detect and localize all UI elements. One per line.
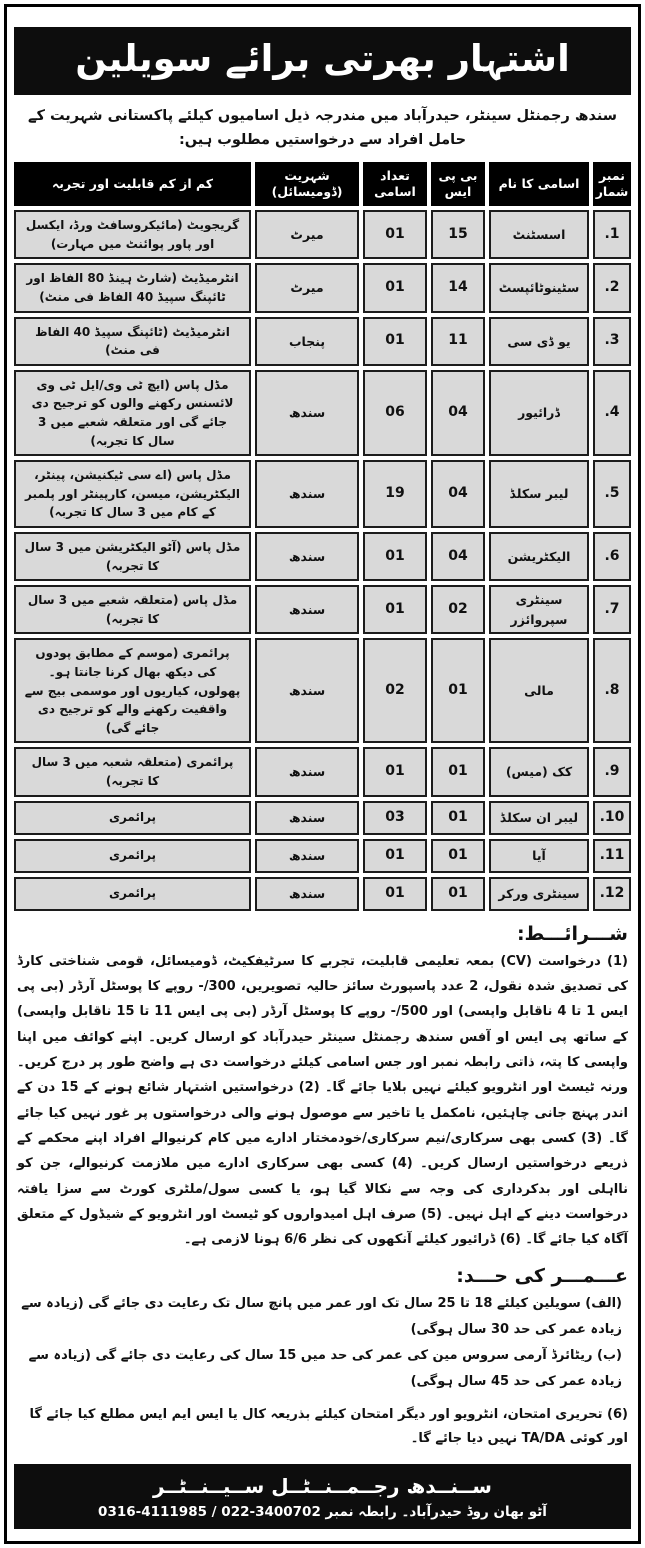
- cell-serial-number: 2.: [593, 263, 631, 312]
- cell-domicile: سندھ: [255, 801, 359, 835]
- cell-bps: 01: [431, 877, 485, 911]
- cell-domicile: سندھ: [255, 747, 359, 796]
- cell-post-name: مالی: [489, 638, 589, 743]
- cell-serial-number: 3.: [593, 317, 631, 366]
- cell-post-count: 01: [363, 585, 427, 634]
- column-header-domicile: شہریت (ڈومیسائل): [255, 162, 359, 207]
- cell-post-count: 01: [363, 532, 427, 581]
- cell-qualification: گریجویٹ (مائیکروسافٹ ورڈ، ایکسل اور پاور پوائنٹ میں مہارت): [14, 210, 251, 259]
- condition-item: (3) کسی بھی سرکاری/نیم سرکاری/خودمختار ادارے میں کام کرنیوالے افراد اپنے محکمے کے ذریعے درخواستیں ارسال کریں۔: [17, 1130, 628, 1172]
- cell-post-name: اسسٹنٹ: [489, 210, 589, 259]
- cell-post-name: یو ڈی سی: [489, 317, 589, 366]
- column-header-qualification: کم از کم قابلیت اور تجربہ: [14, 162, 251, 207]
- cell-bps: 14: [431, 263, 485, 312]
- cell-post-name: الیکٹریشن: [489, 532, 589, 581]
- cell-serial-number: 8.: [593, 638, 631, 743]
- column-header-bps: بی پی ایس: [431, 162, 485, 207]
- cell-bps: 04: [431, 370, 485, 456]
- footer-center-name: ســنــدھ رجــمــنــٹــل ســیــنــٹــر: [153, 1474, 492, 1499]
- cell-post-name: کک (میس): [489, 747, 589, 796]
- cell-domicile: میرٹ: [255, 263, 359, 312]
- age-limit-heading: عـــمـــر کی حـــد:: [456, 1264, 628, 1287]
- intro-text: سندھ رجمنٹل سینٹر، حیدرآباد میں مندرجہ ذیل اسامیوں کیلئے پاکستانی شہریت کے حامل افراد سے درخواستیں مطلوب ہیں:: [27, 108, 618, 148]
- cell-post-count: 02: [363, 638, 427, 743]
- cell-domicile: سندھ: [255, 370, 359, 456]
- cell-qualification: انٹرمیڈیٹ (شارٹ ہینڈ 80 الفاظ اور ٹائپنگ سپیڈ 40 الفاظ فی منٹ): [14, 263, 251, 312]
- cell-post-name: سینٹری سپروائزر: [489, 585, 589, 634]
- age-limit-retired: (ب) ریٹائرڈ آرمی سروس مین کی عمر کی حد میں 15 سال کی رعایت دی جائے گی (زیادہ سے زیادہ عمر کی حد 45 سال ہوگی): [28, 1347, 622, 1389]
- cell-post-name: ڈرائیور: [489, 370, 589, 456]
- cell-serial-number: 5.: [593, 460, 631, 528]
- condition-item: (2) درخواستیں اشتہار شائع ہونے کے 15 دن کے اندر پہنچ جانی چاہئیں، نامکمل یا تاخیر سے موصول ہونے والی درخواستوں پر غور نہیں کیا جائے گا۔: [17, 1080, 628, 1146]
- cell-post-name: سینٹری ورکر: [489, 877, 589, 911]
- jobs-table: [14, 162, 631, 911]
- age-limit-civilian: (الف) سویلین کیلئے 18 تا 25 سال تک اور عمر میں پانچ سال تک رعایت دی جائے گی (زیادہ سے زیادہ عمر کی حد 30 سال ہوگی): [21, 1295, 622, 1337]
- column-header-post: اسامی کا نام: [489, 162, 589, 207]
- cell-qualification: مڈل پاس (متعلقہ شعبے میں 3 سال کا تجربہ): [14, 585, 251, 634]
- cell-post-count: 01: [363, 263, 427, 312]
- cell-bps: 01: [431, 839, 485, 873]
- cell-post-count: 01: [363, 317, 427, 366]
- cell-domicile: سندھ: [255, 638, 359, 743]
- cell-domicile: سندھ: [255, 585, 359, 634]
- footer-contact-line: [20, 1504, 625, 1520]
- cell-post-count: 03: [363, 801, 427, 835]
- condition-item: (6) ڈرائیور کیلئے آنکھوں کی نظر 6/6 ہونا لازمی ہے۔: [183, 1232, 521, 1248]
- cell-serial-number: 11.: [593, 839, 631, 873]
- column-header-count: تعداد اسامی: [363, 162, 427, 207]
- cell-qualification: پرائمری: [14, 877, 251, 911]
- cell-qualification: پرائمری: [14, 839, 251, 873]
- cell-qualification: مڈل پاس (ایچ ٹی وی/ایل ٹی وی لائسنس رکھنے والوں کو ترجیح دی جائے گی اور متعلقہ شعبے میں 3 سال کا تجربہ): [14, 370, 251, 456]
- cell-post-name: لیبر ان سکلڈ: [489, 801, 589, 835]
- cell-post-name: آیا: [489, 839, 589, 873]
- exam-notification-note: (6) تحریری امتحان، انٹرویو اور دیگر امتحان کیلئے بذریعہ کال یا ایس ایم ایس مطلع کیا جائے گا اور کوئی TA/DA نہیں دیا جائے گا۔: [29, 1406, 628, 1447]
- cell-domicile: سندھ: [255, 877, 359, 911]
- condition-item: (1) درخواست (CV) بمعہ تعلیمی قابلیت، تجربے کا سرٹیفکیٹ، ڈومیسائل، قومی شناختی کارڈ کی تصدیق شدہ نقول، 2 عدد پاسپورٹ سائز حالیہ تصویریں، 300/- روپے کا پوسٹل آرڈر (بی پی ایس 1 تا 4 ناقابل واپسی) اور 500/- روپے کا پوسٹل آرڈر (بی پی ایس 11 تا 15 ناقابل واپسی) کے ساتھ پی ایس او آفس سندھ رجمنٹل سینٹر حیدرآباد کو ارسال کریں۔ اپنے کوائف میں اپنا واپسی کا پتہ، ذاتی رابطہ نمبر اور جس اسامی کیلئے درخواست دی ہے واضح طور پر درج کریں۔ ورنہ ٹیسٹ اور انٹرویو کیلئے نہیں بلایا جائے گا۔: [17, 953, 629, 1096]
- cell-bps: 02: [431, 585, 485, 634]
- cell-serial-number: 9.: [593, 747, 631, 796]
- cell-post-name: سٹینوٹائپسٹ: [489, 263, 589, 312]
- cell-post-name: لیبر سکلڈ: [489, 460, 589, 528]
- column-header-serial: نمبر شمار: [593, 162, 631, 207]
- cell-qualification: مڈل پاس (آٹو الیکٹریشن میں 3 سال کا تجربہ): [14, 532, 251, 581]
- cell-serial-number: 6.: [593, 532, 631, 581]
- cell-bps: 01: [431, 638, 485, 743]
- footer-phone-numbers: 0316-4111985 / 022-3400702: [98, 1504, 321, 1521]
- footer-banner: [14, 1464, 631, 1529]
- cell-serial-number: 7.: [593, 585, 631, 634]
- condition-item: (5) صرف اہل امیدواروں کو ٹیسٹ اور انٹرویو کے شیڈول کے متعلق آگاہ کیا جائے گا۔: [17, 1206, 628, 1248]
- ad-outer-frame: [4, 4, 641, 1544]
- cell-qualification: پرائمری (متعلقہ شعبہ میں 3 سال کا تجربہ): [14, 747, 251, 796]
- cell-post-count: 06: [363, 370, 427, 456]
- cell-bps: 11: [431, 317, 485, 366]
- cell-serial-number: 12.: [593, 877, 631, 911]
- cell-serial-number: 1.: [593, 210, 631, 259]
- cell-serial-number: 10.: [593, 801, 631, 835]
- cell-post-count: 01: [363, 839, 427, 873]
- cell-qualification: مڈل پاس (اے سی ٹیکنیشن، پینٹر، الیکٹریشن، میسن، کارپینٹر اور پلمبر کے کام میں 3 سال کا تجربہ): [14, 460, 251, 528]
- conditions-paragraph: [17, 949, 628, 1253]
- cell-post-count: 01: [363, 877, 427, 911]
- cell-qualification: پرائمری: [14, 801, 251, 835]
- cell-domicile: سندھ: [255, 532, 359, 581]
- cell-bps: 01: [431, 801, 485, 835]
- footer-address: آٹو بھان روڈ حیدرآباد۔ رابطہ نمبر: [325, 1504, 547, 1521]
- ad-title-banner: [14, 27, 631, 95]
- cell-bps: 04: [431, 460, 485, 528]
- cell-bps: 04: [431, 532, 485, 581]
- condition-item: (4) کسی بھی سرکاری ادارے میں ملازمت کرنیوالے، جن کو نااہلی اور بدکرداری کی وجہ سے نکالا گیا ہو، یا کسی سول/ملٹری کورٹ سے سزا یافتہ درخواست دینے کے اہل نہیں۔: [17, 1156, 628, 1222]
- cell-bps: 15: [431, 210, 485, 259]
- cell-serial-number: 4.: [593, 370, 631, 456]
- cell-domicile: سندھ: [255, 839, 359, 873]
- cell-post-count: 01: [363, 210, 427, 259]
- cell-bps: 01: [431, 747, 485, 796]
- cell-qualification: پرائمری (موسم کے مطابق پودوں کی دیکھ بھال کرنا جانتا ہو۔ پھولوں، کیاریوں اور موسمی بیج سے واقفیت رکھنے والے کو ترجیح دی جائے گی): [14, 638, 251, 743]
- cell-qualification: انٹرمیڈیٹ (ٹائپنگ سپیڈ 40 الفاظ فی منٹ): [14, 317, 251, 366]
- conditions-heading: شـــرائـــط:: [516, 922, 628, 945]
- cell-domicile: پنجاب: [255, 317, 359, 366]
- cell-domicile: میرٹ: [255, 210, 359, 259]
- cell-post-count: 01: [363, 747, 427, 796]
- cell-domicile: سندھ: [255, 460, 359, 528]
- ad-title: اشتہار بھرتی برائے سویلین: [75, 37, 570, 80]
- cell-post-count: 19: [363, 460, 427, 528]
